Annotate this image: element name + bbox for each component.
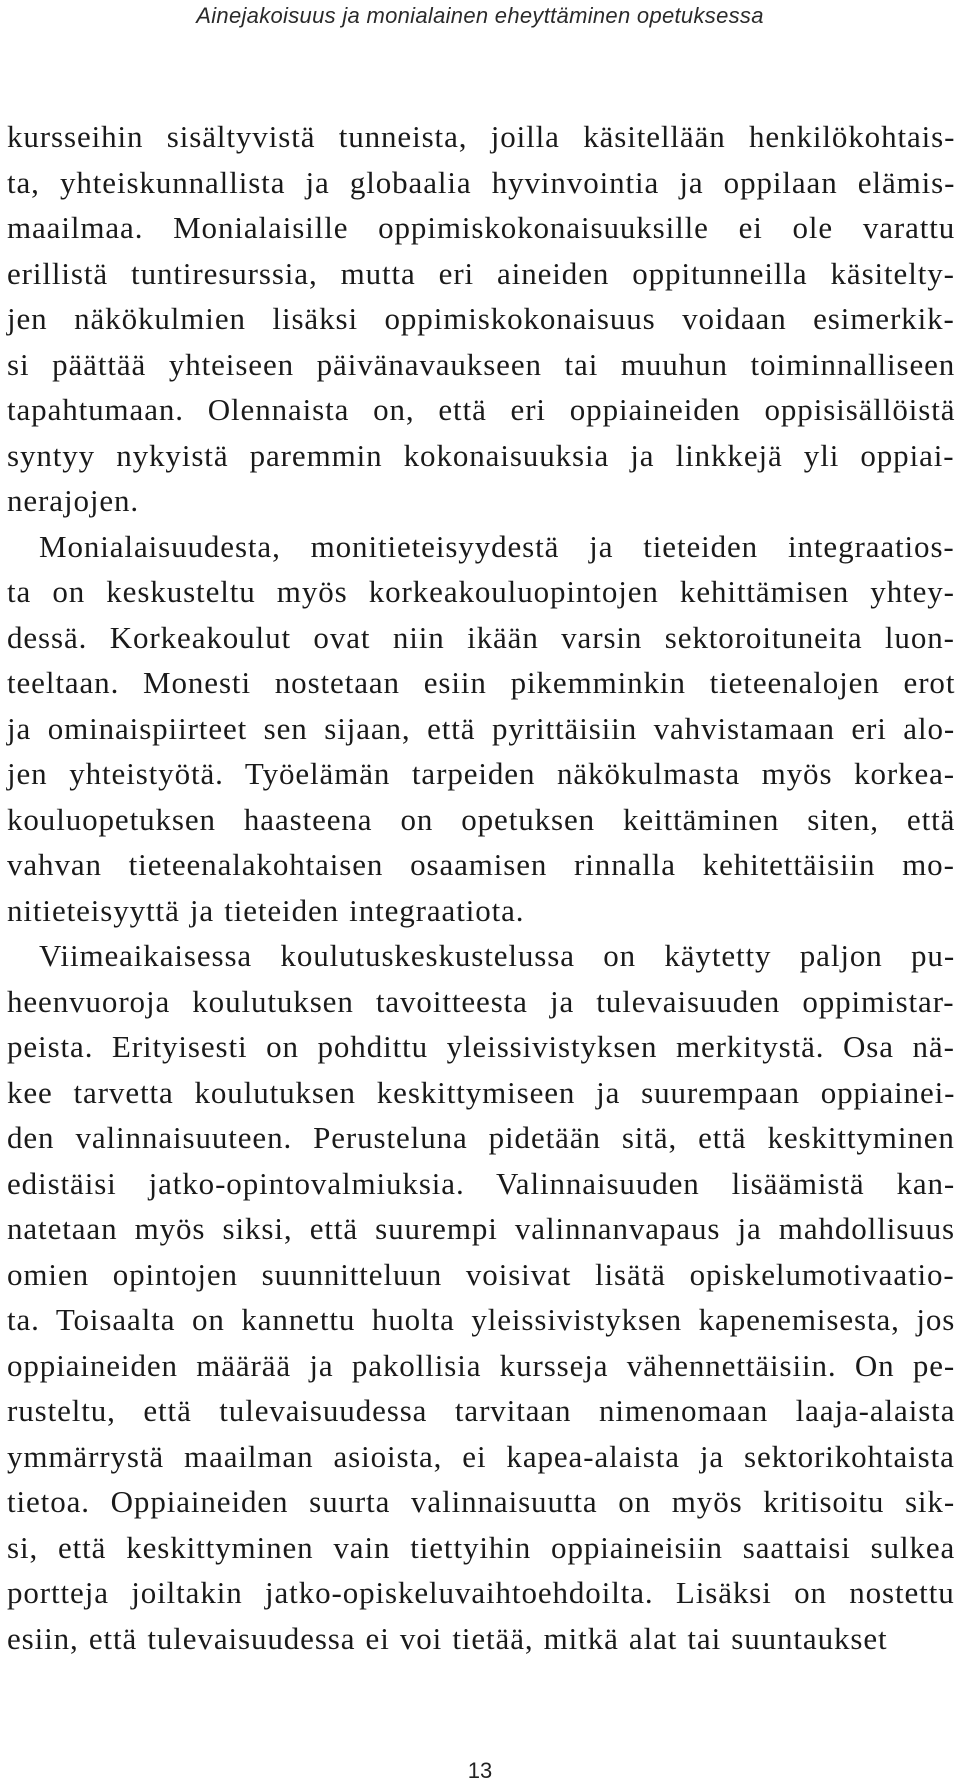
paragraph-3 (7, 933, 955, 1661)
text-line: esiin, että tulevaisuudessa ei voi tietää, mitkä alat tai suuntaukset (7, 1620, 888, 1656)
running-header: Ainejakoisuus ja monialainen eheyttäminen opetuksessa (196, 3, 764, 28)
text-line: ja ominaispiirteet sen sijaan, että pyrittäisiin vahvistamaan eri alo- (7, 710, 956, 746)
text-line: jen yhteistyötä. Työelämän tarpeiden näkökulmasta myös korkea- (7, 756, 956, 791)
text-line: maailmaa. Monialaisille oppimiskokonaisuuksille ei ole varattu (7, 210, 956, 245)
text-line: Monialaisuudesta, monitieteisyydestä ja tieteiden integraatios- (39, 528, 955, 564)
text-line: ta. Toisaalta on kannettu huolta yleissivistyksen kapenemisesta, jos (7, 1302, 956, 1337)
text-line: oppiaineiden määrää ja pakollisia kursseja vähennettäisiin. On pe- (7, 1347, 956, 1383)
text-line: teeltaan. Monesti nostetaan esiin pikemminkin tieteenalojen erot (7, 665, 956, 700)
text-line: Viimeaikaisessa koulutuskeskustelussa on käytetty paljon pu- (39, 938, 956, 973)
text-line: ta on keskusteltu myös korkeakouluopintojen kehittämisen yhtey- (7, 574, 955, 609)
text-line: dessä. Korkeakoulut ovat niin ikään varsin sektoroituneita luon- (7, 619, 955, 655)
page-number: 13 (467, 1758, 493, 1783)
text-line: vahvan tieteenalakohtaisen osaamisen rinnalla kehitettäisiin mo- (7, 847, 955, 882)
text-line: si, että keskittyminen vain tiettyihin oppiaineisiin saattaisi sulkea (7, 1529, 956, 1565)
text-line: kursseihin sisältyvistä tunneista, joilla käsitellään henkilökohtais- (7, 119, 956, 154)
text-line: ta, yhteiskunnallista ja globaalia hyvinvointia ja oppilaan elämis- (7, 164, 956, 200)
text-line: rusteltu, että tulevaisuudessa tarvitaan nimenomaan laaja-alaista (7, 1393, 956, 1428)
text-line: syntyy nykyistä paremmin kokonaisuuksia ja linkkejä yli oppiai- (7, 437, 955, 473)
text-line: edistäisi jatko-opintovalmiuksia. Valinnaisuuden lisäämistä kan- (7, 1165, 956, 1201)
text-line: tietoa. Oppiaineiden suurta valinnaisuutta on myös kritisoitu sik- (7, 1484, 956, 1519)
paragraph-1 (7, 114, 955, 524)
text-line: portteja joiltakin jatko-opiskeluvaihtoehdoilta. Lisäksi on nostettu (7, 1575, 955, 1610)
text-line: heenvuoroja koulutuksen tavoitteesta ja tulevaisuuden oppimistar- (7, 983, 955, 1019)
text-line: si päättää yhteiseen päivänavaukseen tai muuhun toiminnalliseen (7, 346, 956, 382)
paragraph-2 (7, 524, 955, 934)
body-text (7, 114, 955, 1661)
text-line: erillistä tuntiresurssia, mutta eri aineiden oppitunneilla käsitelty- (7, 255, 955, 291)
text-line: nerajojen. (7, 483, 140, 518)
text-line: jen näkökulmien lisäksi oppimiskokonaisuus voidaan esimerkik- (7, 301, 955, 336)
text-line: kouluopetuksen haasteena on opetuksen keittäminen siten, että (7, 801, 956, 837)
text-line: natetaan myös siksi, että suurempi valinnanvapaus ja mahdollisuus (7, 1211, 955, 1246)
text-line: ymmärrystä maailman asioista, ei kapea-alaista ja sektorikohtaista (7, 1438, 955, 1474)
text-line: den valinnaisuuteen. Perusteluna pidetään sitä, että keskittyminen (7, 1120, 955, 1155)
text-line: tapahtumaan. Olennaista on, että eri oppiaineiden oppisisällöistä (7, 392, 956, 427)
text-line: omien opintojen suunnitteluun voisivat lisätä opiskelumotivaatio- (7, 1256, 955, 1292)
text-line: kee tarvetta koulutuksen keskittymiseen ja suurempaan oppiainei- (7, 1074, 956, 1110)
text-line: peista. Erityisesti on pohdittu yleissivistyksen merkitystä. Osa nä- (7, 1029, 955, 1064)
text-line: nitieteisyyttä ja tieteiden integraatiota. (7, 892, 525, 928)
